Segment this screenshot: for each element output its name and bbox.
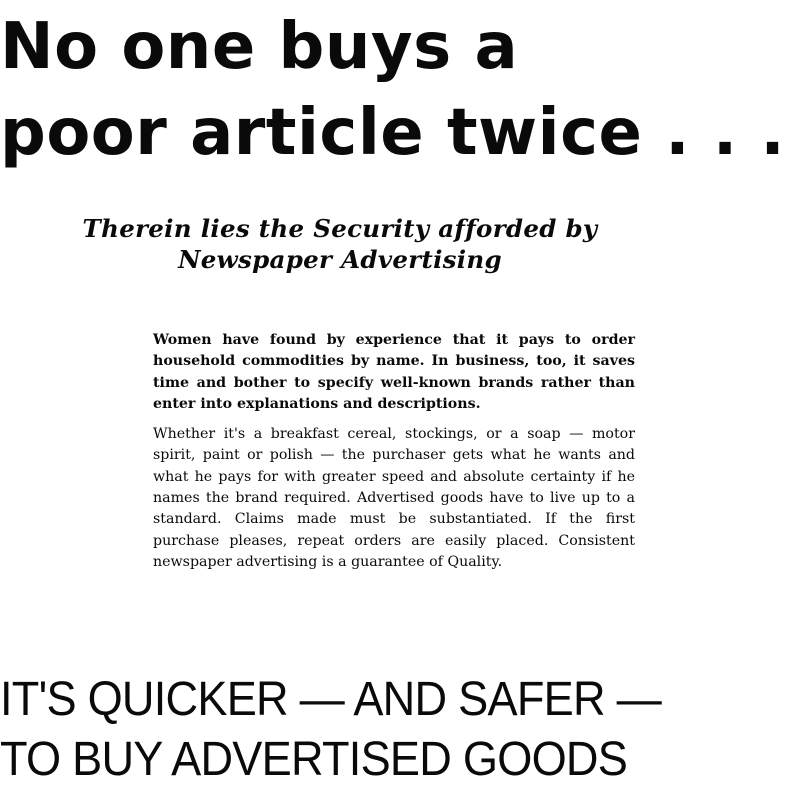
body-copy	[153, 330, 635, 582]
headline-line-1: No one buys a	[0, 10, 519, 84]
headline	[0, 4, 785, 176]
subheadline-line-2: Newspaper Advertising	[178, 245, 502, 274]
slogan	[0, 670, 661, 790]
body-paragraph-2: Whether it's a breakfast cereal, stockings, or a soap — motor spirit, paint or polish — the purchaser gets what he wants and what he pays for with greater speed and absolute certainty if he names the brand required. Advertised goods have to live up to a standard. Claims made must be substantiated. If the first purchase pleases, repeat orders are easily placed. Consistent newspaper advertising is a guarantee of Quality.	[153, 426, 635, 570]
body-paragraph-1: Women have found by experience that it pays to order household commodities by name. In business, too, it saves time and bother to specify well-known brands rather than enter into explanations and descriptions.	[153, 332, 635, 412]
headline-line-2: poor article twice . . .	[0, 96, 785, 170]
slogan-line-1: IT'S QUICKER — AND SAFER —	[0, 673, 661, 726]
subheadline-line-1: Therein lies the Security afforded by	[82, 214, 598, 243]
subheadline	[80, 213, 600, 275]
slogan-line-2: TO BUY ADVERTISED GOODS	[0, 733, 628, 786]
